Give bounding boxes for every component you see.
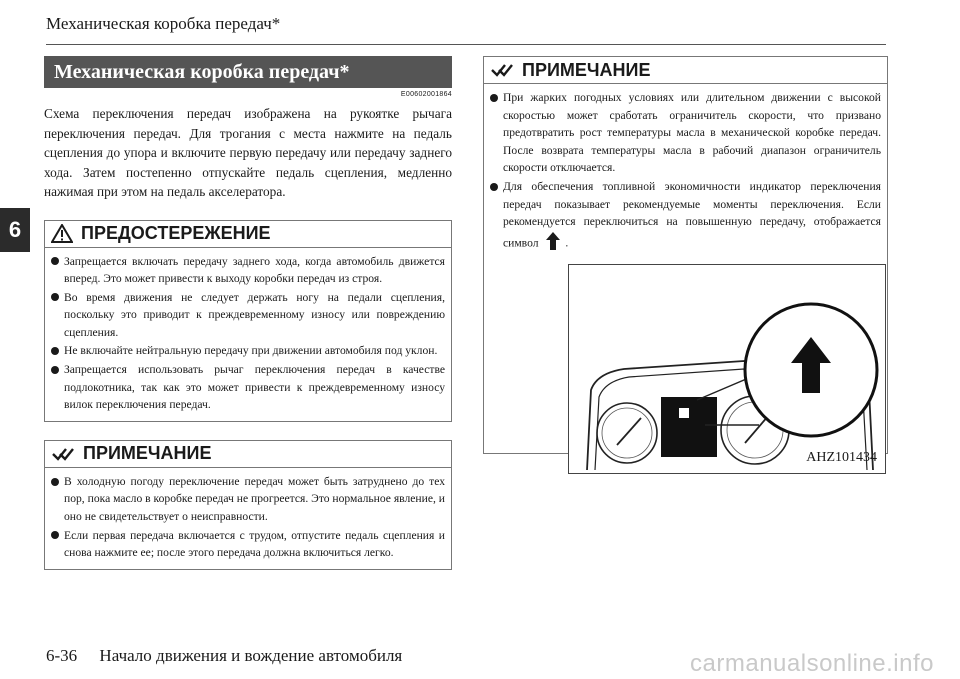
footer-page-number: 6-36 [46, 646, 78, 665]
warning-item: Не включайте нейтральную передачу при движении автомобиля под уклон. [51, 342, 445, 360]
left-column [44, 56, 452, 570]
warning-item: Запрещается использовать рычаг переключения передач в качестве подлокотника, так как это может привести к преждевременному износу вилок переключения передач. [51, 361, 445, 414]
warning-item: Запрещается включать передачу заднего хода, когда автомобиль движется вперед. Это может привести к выходу коробки передач из строя. [51, 253, 445, 288]
note-item: Для обеспечения топливной экономичности индикатор переключения передач показывает рекомендуемые моменты переключения. Если рекомендуется переключиться на повышенную передачу, отображается символ . [490, 178, 881, 256]
warning-header [45, 221, 451, 248]
note-item: При жарких погодных условиях или длительном движении с высокой скоростью может сработать ограничитель скорости, что призвано предотвратить рост температуры масла в механической коробке передач. После возврата температуры масла в рабочий диапазон ограничитель скорости отключается. [490, 89, 881, 177]
note-item-text: Для обеспечения топливной экономичности индикатор переключения передач показывает рекомендуемые моменты переключения. Если рекомендуется переключиться на повышенную передачу, отображается символ [503, 179, 881, 250]
warning-box [44, 220, 452, 422]
section-body: Схема переключения передач изображена на рукоятке рычага переключения передач. Для трогания с места нажмите на педаль сцепления до упора и включите первую передачу или передачу заднего хода. Затем постепенно отпускайте педаль сцепления, медленно нажимая при этом на педаль акселератора. [44, 106, 452, 199]
section-title: Механическая коробка передач* [44, 56, 452, 88]
note-check-icon [51, 446, 75, 462]
note-header-right [484, 57, 887, 84]
footer [46, 646, 402, 666]
warning-triangle-icon [51, 224, 73, 243]
running-head: Механическая коробка передач* [46, 14, 281, 33]
note-check-icon [490, 62, 514, 78]
note-title-right: ПРИМЕЧАНИЕ [522, 59, 651, 80]
note-box-right [483, 56, 888, 466]
footer-title: Начало движения и вождение автомобиля [99, 646, 403, 665]
note-box-left [44, 440, 452, 570]
section-code: E00602001864 [400, 91, 452, 98]
header-rule [46, 44, 886, 45]
warning-title: ПРЕДОСТЕРЕЖЕНИЕ [81, 223, 271, 243]
instrument-cluster-figure [568, 264, 886, 474]
watermark: carmanualsonline.info [690, 650, 934, 677]
warning-item: Во время движения не следует держать ногу на педали сцепления, поскольку это приводит к преждевременному износу или повреждению сцепления. [51, 289, 445, 342]
chapter-tab: 6 [0, 208, 30, 252]
right-column [483, 56, 888, 466]
note-header-left [45, 441, 451, 468]
note-title-left: ПРИМЕЧАНИЕ [83, 443, 212, 464]
figure-label: AHZ101434 [806, 450, 877, 466]
instrument-cluster-illustration [569, 265, 885, 473]
note-item: В холодную погоду переключение передач может быть затруднено до тех пор, пока масло в коробке передач не прогреется. Это нормальное явление, и оно не свидетельствует о неисправности. [51, 473, 445, 526]
note-item: Если первая передача включается с трудом, отпустите педаль сцепления и снова нажмите ее; после этого передача должна включиться легко. [51, 527, 445, 562]
upshift-arrow-icon [545, 231, 561, 257]
